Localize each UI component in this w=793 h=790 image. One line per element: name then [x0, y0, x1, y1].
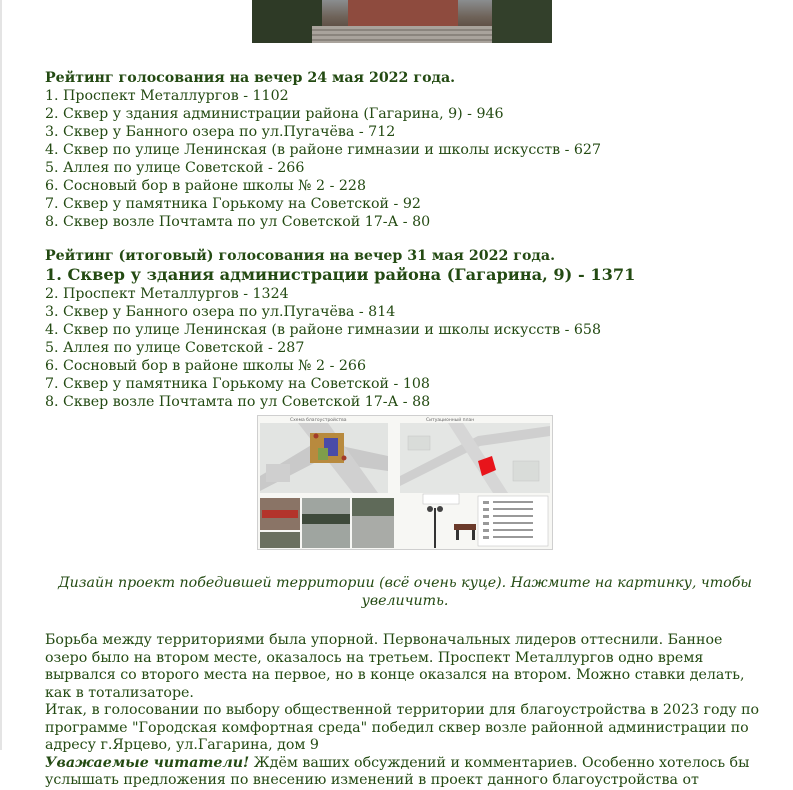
- label-scheme: Схема благоустройства: [290, 418, 347, 423]
- rating-2-heading: Рейтинг (итоговый) голосования на вечер 31 мая 2022 года.: [45, 248, 556, 264]
- label-situation: Ситуационный план: [426, 418, 475, 423]
- list-item: 6. Сосновый бор в районе школы № 2 - 228: [45, 178, 366, 194]
- rating-2-list: [45, 285, 765, 411]
- list-item: 8. Сквер возле Почтамта по ул Советской 17-А - 88: [45, 394, 431, 410]
- paragraph: [45, 755, 760, 790]
- list-item: 6. Сосновый бор в районе школы № 2 - 266: [45, 358, 366, 374]
- image-caption: Дизайн проект победившей территории (всё очень куце). Нажмите на картинку, чтобы увеличить.: [58, 575, 752, 609]
- list-item: 3. Сквер у Банного озера по ул.Пугачёва - 814: [45, 304, 396, 320]
- readers-text: Ждём ваших обсуждений и комментариев. Особенно хотелось бы услышать предложения по внесению изменений в проект данного благоустройства от: [45, 754, 750, 788]
- list-item: 4. Сквер по улице Ленинская (в районе гимназии и школы искусств - 658: [45, 322, 601, 338]
- rating-1-heading: Рейтинг голосования на вечер 24 мая 2022 года.: [45, 70, 456, 86]
- readers-label: Уважаемые читатели!: [45, 754, 250, 771]
- article-body: [45, 632, 760, 790]
- photo-trees-right: [492, 0, 552, 43]
- design-project-image[interactable]: [257, 415, 553, 550]
- ratings-section: [45, 69, 765, 411]
- left-border: [0, 0, 2, 750]
- list-item: 5. Аллея по улице Советской - 287: [45, 340, 305, 356]
- list-item: 2. Сквер у здания администрации района (Гагарина, 9) - 946: [45, 106, 504, 122]
- list-item: 3. Сквер у Банного озера по ул.Пугачёва - 712: [45, 124, 396, 140]
- list-item: 7. Сквер у памятника Горькому на Советской - 108: [45, 376, 430, 392]
- photo-steps: [312, 26, 492, 43]
- list-item: 5. Аллея по улице Советской - 266: [45, 160, 305, 176]
- design-sketch: [258, 416, 552, 549]
- paragraph: Борьба между территориями была упорной. Первоначальных лидеров оттеснили. Банное озеро было на втором месте, оказалось на третьем. Проспект Металлургов одно время вырвался со второго места на первое, но в конце оказался на втором. Можно ставки делать, как в тотализаторе.: [45, 632, 745, 701]
- list-item: 4. Сквер по улице Ленинская (в районе гимназии и школы искусств - 627: [45, 142, 601, 158]
- rating-1-list: [45, 87, 765, 231]
- list-item: 8. Сквер возле Почтамта по ул Советской 17-А - 80: [45, 214, 431, 230]
- list-item: 2. Проспект Металлургов - 1324: [45, 286, 289, 302]
- top-photo[interactable]: [252, 0, 552, 43]
- list-item: 1. Проспект Металлургов - 1102: [45, 88, 289, 104]
- paragraph: Итак, в голосовании по выбору общественной территории для благоустройства в 2023 году по программе "Городская комфортная среда" победил сквер возле районной администрации по адресу г.Ярцево, ул.Гагарина, дом 9: [45, 702, 760, 753]
- rating-2-winner: 1. Сквер у здания администрации района (Гагарина, 9) - 1371: [45, 265, 636, 284]
- list-item: 7. Сквер у памятника Горькому на Советской - 92: [45, 196, 421, 212]
